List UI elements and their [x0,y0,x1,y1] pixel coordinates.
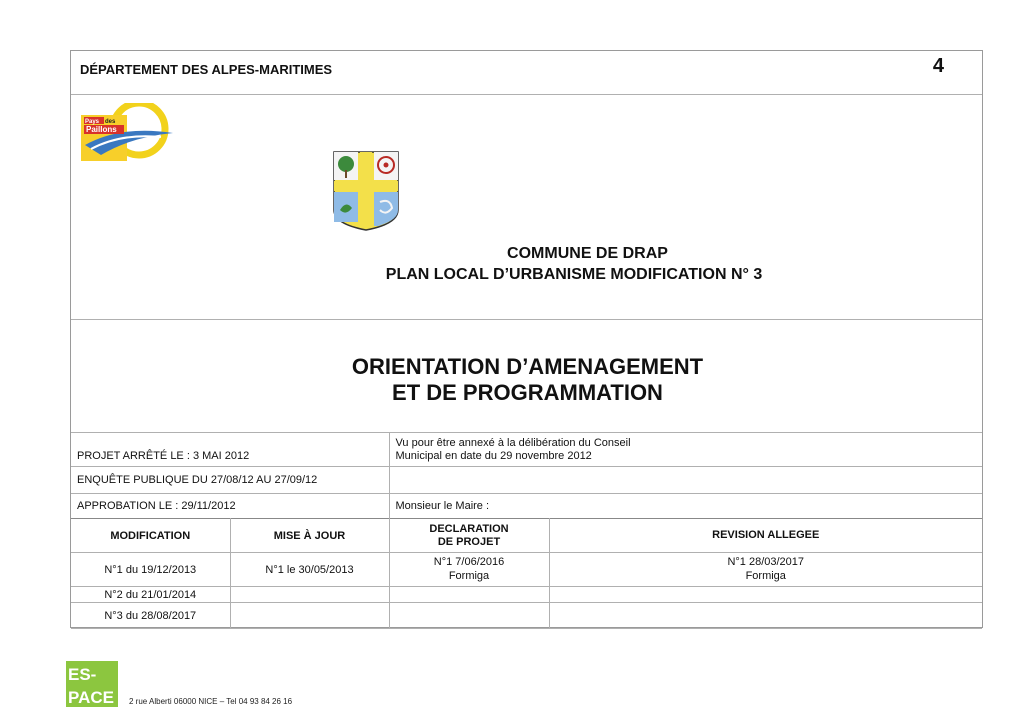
col-header-mise-a-jour: MISE À JOUR [230,519,389,553]
col-header-modification: MODIFICATION [71,519,230,553]
header-band [71,51,982,95]
document-frame [70,50,983,628]
cell-modification: N°3 du 28/08/2017 [71,603,230,629]
cell-empty [549,603,982,629]
document-title-line1: ORIENTATION D’AMENAGEMENT [351,354,704,379]
enquete-publique: ENQUÊTE PUBLIQUE DU 27/08/12 AU 27/09/12 [71,467,389,494]
plu-modification: PLAN LOCAL D’URBANISME MODIFICATION N° 3 [385,266,763,283]
cell-modification: N°2 du 21/01/2014 [71,587,230,603]
approval-info-table [71,432,982,519]
cell-empty [389,603,549,629]
table-row [71,603,982,629]
document-title [71,354,984,406]
espace-logo [66,661,118,707]
projet-arrete: PROJET ARRÊTÉ LE : 3 MAI 2012 [71,433,389,467]
cell-empty [230,587,389,603]
table-row [71,553,982,587]
logo-text-des: des [105,119,116,125]
vu-line1: Vu pour être annexé à la délibération du Conseil [395,436,631,449]
footer-address: 2 rue Alberti 06000 NICE – Tel 04 93 84 26 16 [129,697,293,706]
cell-declaration [389,553,549,587]
cell-empty [549,587,982,603]
page-number: 4 [932,55,944,77]
declaration-number: N°1 7/06/2016 [433,556,505,568]
pays-des-paillons-logo [81,103,173,161]
cell-revision [549,553,982,587]
commune-heading [71,243,984,285]
vu-line2: Municipal en date du 29 novembre 2012 [395,449,592,462]
monsieur-le-maire: Monsieur le Maire : [389,494,982,519]
declaration-line1: DECLARATION [429,522,509,535]
espace-logo-es: ES- [68,665,97,684]
divider [71,319,982,320]
declaration-line2: DE PROJET [437,535,501,548]
modification-history-table [71,518,982,629]
col-header-declaration [389,519,549,553]
coat-of-arms-icon [332,150,400,232]
cell-modification: N°1 du 19/12/2013 [71,553,230,587]
empty-cell [389,467,982,494]
vu-pour-annexe [389,433,982,467]
revision-place: Formiga [745,570,786,582]
cell-empty [389,587,549,603]
department-title: DÉPARTEMENT DES ALPES-MARITIMES [80,62,333,77]
approbation: APPROBATION LE : 29/11/2012 [71,494,389,519]
logo-text-paillons: Paillons [86,125,117,134]
declaration-place: Formiga [448,570,490,582]
logo-text-pays: Pays [85,119,100,125]
document-title-line2: ET DE PROGRAMMATION [392,380,663,405]
table-row [71,587,982,603]
revision-number: N°1 28/03/2017 [727,556,805,568]
cell-empty [230,603,389,629]
col-header-revision: REVISION ALLEGEE [549,519,982,553]
espace-logo-pace: PACE [68,688,114,707]
commune-name: COMMUNE DE DRAP [507,245,668,262]
cell-mise-a-jour: N°1 le 30/05/2013 [230,553,389,587]
